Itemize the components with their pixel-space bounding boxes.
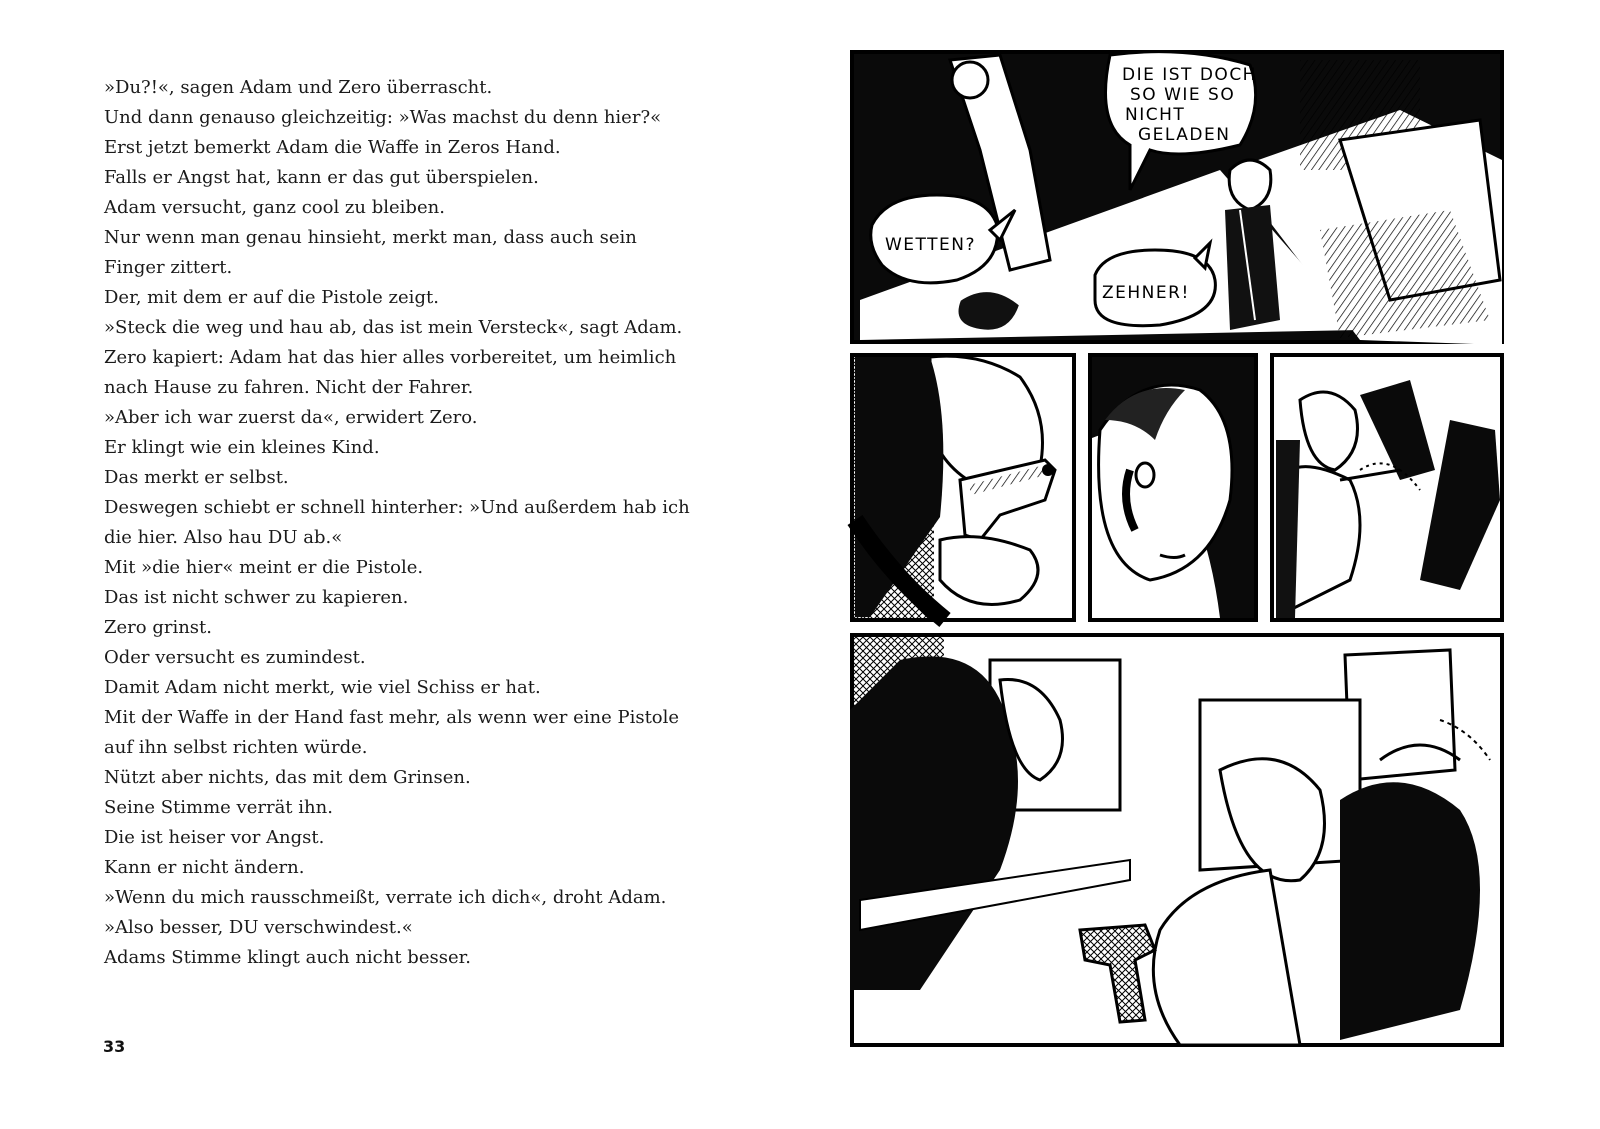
- text-line: Das ist nicht schwer zu kapieren.: [104, 587, 409, 608]
- comic-panel-2: [852, 355, 1074, 620]
- bubble-1-line: NICHT: [1125, 105, 1186, 125]
- bubble-1-line: GELADEN: [1138, 125, 1231, 145]
- text-line: Finger zittert.: [104, 257, 233, 278]
- bubble-2-text: WETTEN?: [885, 235, 977, 255]
- text-line: Oder versucht es zumindest.: [104, 647, 366, 668]
- text-line: Deswegen schiebt er schnell hinterher: »Und außerdem hab ich: [104, 497, 690, 518]
- text-line: »Wenn du mich rausschmeißt, verrate ich dich«, droht Adam.: [104, 887, 667, 908]
- text-line: Seine Stimme verrät ihn.: [104, 797, 333, 818]
- text-line: Mit der Waffe in der Hand fast mehr, als wenn wer eine Pistole: [104, 707, 680, 728]
- text-line: Adams Stimme klingt auch nicht besser.: [104, 947, 471, 968]
- text-line: Und dann genauso gleichzeitig: »Was machst du denn hier?«: [104, 107, 662, 128]
- text-line: Falls er Angst hat, kann er das gut überspielen.: [104, 167, 539, 188]
- comic-panel-1: [852, 52, 1502, 345]
- text-line: Nur wenn man genau hinsieht, merkt man, dass auch sein: [104, 227, 637, 248]
- text-line: Das merkt er selbst.: [104, 467, 289, 488]
- right-page: [800, 0, 1600, 1129]
- text-line: Adam versucht, ganz cool zu bleiben.: [104, 197, 445, 218]
- text-line: Der, mit dem er auf die Pistole zeigt.: [104, 287, 439, 308]
- bubble-1-line: DIE IST DOCH: [1122, 65, 1257, 85]
- text-line: die hier. Also hau DU ab.«: [104, 527, 343, 548]
- text-block: [104, 73, 744, 973]
- text-line: »Also besser, DU verschwindest.«: [104, 917, 413, 938]
- comic-page: [800, 0, 1600, 1129]
- page-number: 33: [103, 1037, 126, 1056]
- text-line: »Steck die weg und hau ab, das ist mein Versteck«, sagt Adam.: [104, 317, 683, 338]
- text-line: Zero grinst.: [104, 617, 212, 638]
- text-line: nach Hause zu fahren. Nicht der Fahrer.: [104, 377, 474, 398]
- text-line: Nützt aber nichts, das mit dem Grinsen.: [104, 767, 471, 788]
- text-line: Mit »die hier« meint er die Pistole.: [104, 557, 424, 578]
- text-line: Damit Adam nicht merkt, wie viel Schiss er hat.: [104, 677, 541, 698]
- text-line: Zero kapiert: Adam hat das hier alles vorbereitet, um heimlich: [104, 347, 677, 368]
- bubble-3-text: ZEHNER!: [1102, 283, 1190, 303]
- text-line: Kann er nicht ändern.: [104, 857, 305, 878]
- text-line: Er klingt wie ein kleines Kind.: [104, 437, 380, 458]
- comic-panel-4: [1272, 355, 1502, 620]
- comic-panel-5: [850, 635, 1502, 1045]
- comic-panel-3: [1090, 355, 1256, 620]
- text-line: »Aber ich war zuerst da«, erwidert Zero.: [104, 407, 478, 428]
- text-line: »Du?!«, sagen Adam und Zero überrascht.: [104, 77, 493, 98]
- text-line: auf ihn selbst richten würde.: [104, 737, 368, 758]
- text-line: Erst jetzt bemerkt Adam die Waffe in Zeros Hand.: [104, 137, 561, 158]
- bubble-1-line: SO WIE SO: [1130, 85, 1236, 105]
- text-line: Die ist heiser vor Angst.: [104, 827, 325, 848]
